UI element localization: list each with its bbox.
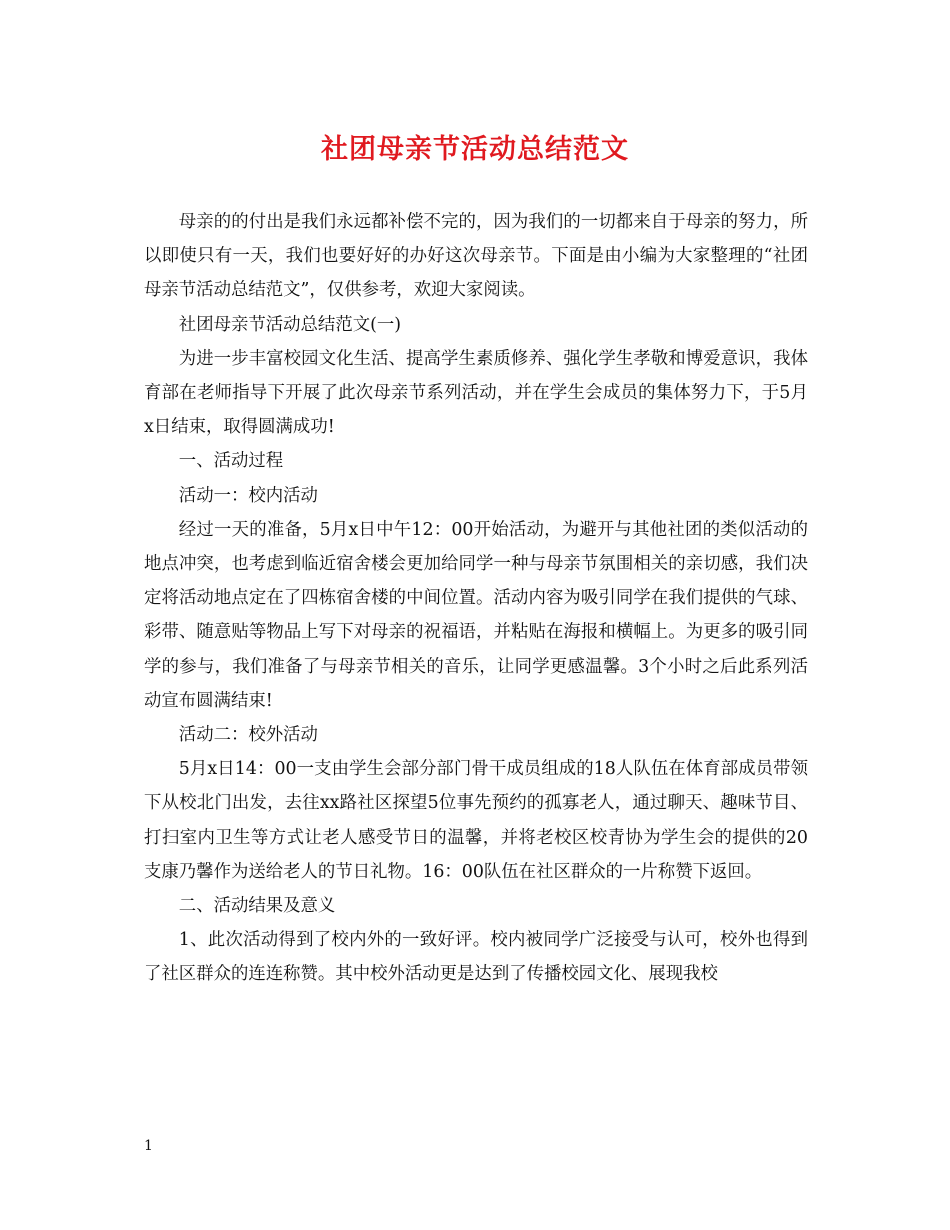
paragraph-activity-one: 经过一天的准备，5月x日中午12：00开始活动，为避开与其他社团的类似活动的地点冲突，也考虑到临近宿舍楼会更加给同学一种与母亲节氛围相关的亲切感，我们决定将活动地点定在了四栋宿舍楼的中间位置。活动内容为吸引同学在我们提供的气球、彩带、随意贴等物品上写下对母亲的祝福语，并粘贴在海报和横幅上。为更多的吸引同学的参与，我们准备了与母亲节相关的音乐，让同学更感温馨。3个小时之后此系列活动宣布圆满结束! [144, 519, 808, 711]
page-number: 1 [144, 1138, 153, 1154]
paragraph-intro: 母亲的的付出是我们永远都补偿不完的，因为我们的一切都来自于母亲的努力，所以即使只有一天，我们也要好好的办好这次母亲节。下面是由小编为大家整理的“社团母亲节活动总结范文”，仅供参考，欢迎大家阅读。 [144, 212, 808, 301]
paragraph-activity-one-heading: 活动一：校内活动 [178, 485, 318, 506]
paragraph-purpose: 为进一步丰富校园文化生活、提高学生素质修养、强化学生孝敬和博爱意识，我体育部在老师指导下开展了此次母亲节系列活动，并在学生会成员的集体努力下，于5月x日结束，取得圆满成功! [144, 348, 808, 438]
document-title: 社团母亲节活动总结范文 [321, 134, 629, 165]
paragraph-results-heading: 二、活动结果及意义 [178, 896, 336, 917]
document-body [144, 205, 808, 992]
paragraph-results: 1、此次活动得到了校内外的一致好评。校内被同学广泛接受与认可，校外也得到了社区群众的连连称赞。其中校外活动更是达到了传播校园文化、展现我校 [144, 930, 808, 985]
paragraph-activity-two-heading: 活动二：校外活动 [178, 725, 318, 746]
paragraph-process-heading: 一、活动过程 [178, 451, 284, 472]
paragraph-activity-two: 5月x日14：00一支由学生会部分部门骨干成员组成的18人队伍在体育部成员带领下从校北门出发，去往xx路社区探望5位事先预约的孤寡老人，通过聊天、趣味节目、打扫室内卫生等方式让老人感受节日的温馨，并将老校区校青协为学生会的提供的20支康乃馨作为送给老人的节日礼物。16：00队伍在社区群众的一片称赞下返回。 [144, 759, 808, 882]
paragraph-section-heading: 社团母亲节活动总结范文(一) [178, 314, 402, 335]
